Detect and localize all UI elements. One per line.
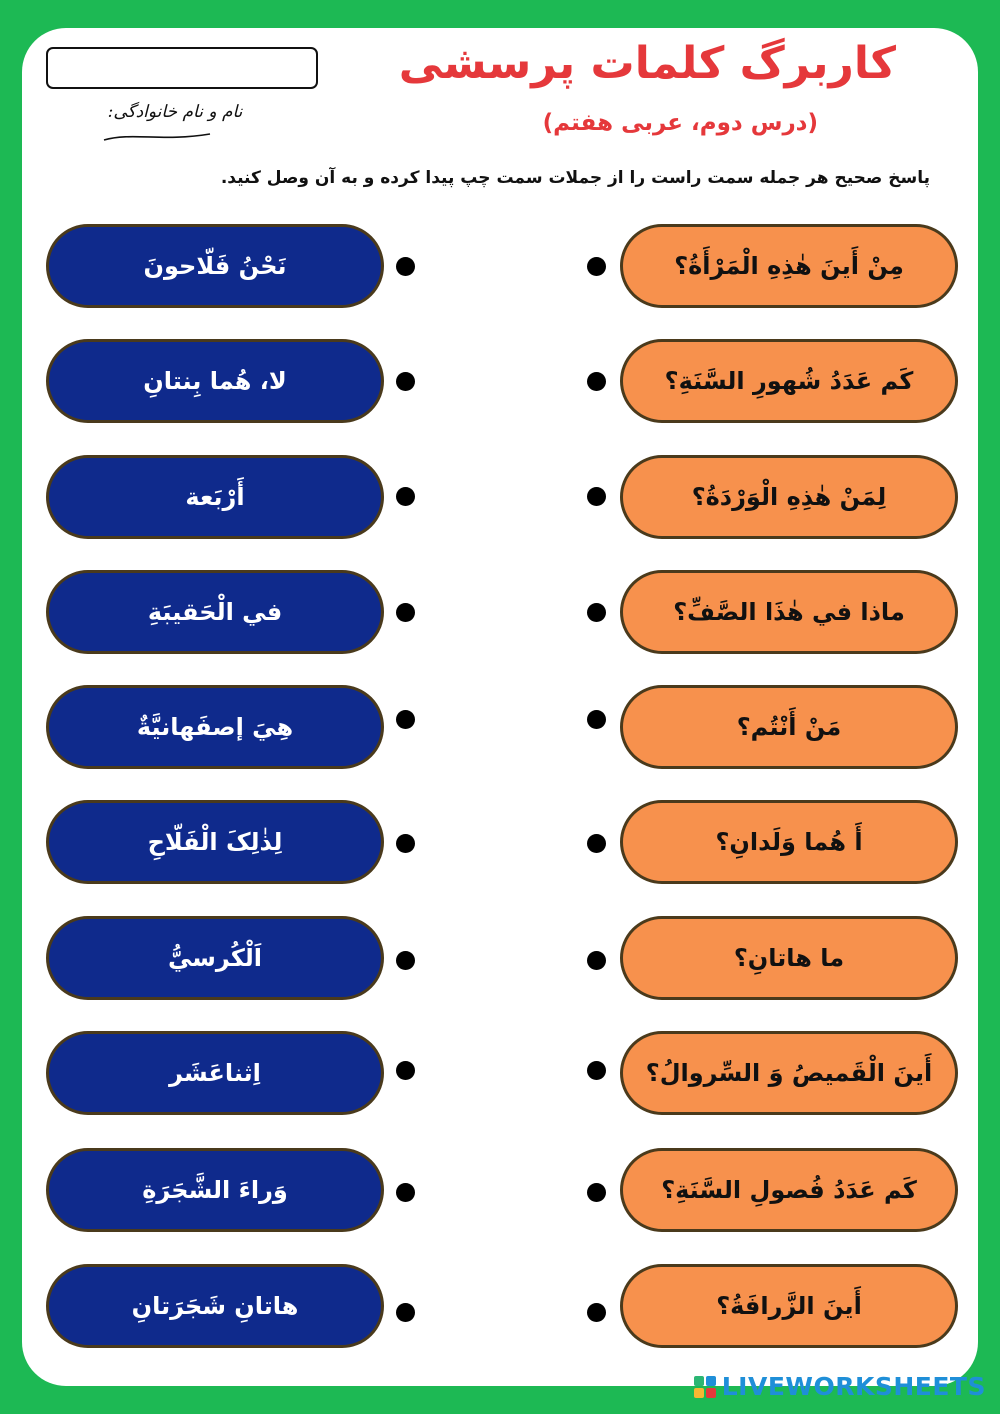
match-dot-icon[interactable] [587, 257, 606, 276]
answer-option[interactable]: لا، هُما بِنتانِ [46, 339, 384, 423]
match-dot-icon[interactable] [587, 372, 606, 391]
instructions-text: پاسخ صحیح هر جمله سمت راست را از جملات سمت چپ پیدا کرده و به آن وصل کنید. [220, 168, 930, 188]
match-dot-icon[interactable] [396, 951, 415, 970]
match-dot-icon[interactable] [587, 834, 606, 853]
liveworksheets-logo-icon [694, 1376, 716, 1398]
match-dot-icon[interactable] [396, 1303, 415, 1322]
match-dot-icon[interactable] [396, 1183, 415, 1202]
answer-option[interactable]: اَلْکُرسيُّ [46, 916, 384, 1000]
match-dot-icon[interactable] [587, 603, 606, 622]
answer-option[interactable]: هاتانِ شَجَرَتانِ [46, 1264, 384, 1348]
answer-option[interactable]: في الْحَقيبَةِ [46, 570, 384, 654]
question-item[interactable]: كَم عَدَدُ شُهورِ السَّنَةِ؟ [620, 339, 958, 423]
match-dot-icon[interactable] [587, 951, 606, 970]
question-item[interactable]: أَينَ الْقَميصُ وَ السِّروالُ؟ [620, 1031, 958, 1115]
signature-stroke-icon [102, 128, 212, 144]
question-item[interactable]: كَم عَدَدُ فُصولِ السَّنَةِ؟ [620, 1148, 958, 1232]
match-dot-icon[interactable] [396, 710, 415, 729]
name-label: نام و نام خانوادگی: [107, 102, 243, 122]
question-item[interactable]: مَنْ أَنْتُم؟ [620, 685, 958, 769]
match-dot-icon[interactable] [587, 1183, 606, 1202]
match-dot-icon[interactable] [396, 603, 415, 622]
answer-option[interactable]: نَحْنُ فَلّاحونَ [46, 224, 384, 308]
question-item[interactable]: لِمَنْ هٰذِهِ الْوَرْدَةُ؟ [620, 455, 958, 539]
match-dot-icon[interactable] [396, 834, 415, 853]
match-dot-icon[interactable] [587, 487, 606, 506]
page-title: کاربرگ کلمات پرسشی [398, 38, 896, 89]
answer-option[interactable]: هِيَ إصفَهانيَّةٌ [46, 685, 384, 769]
answer-option[interactable]: اِثناعَشَر [46, 1031, 384, 1115]
name-input-box[interactable] [46, 47, 318, 89]
match-dot-icon[interactable] [396, 372, 415, 391]
question-item[interactable]: ماذا في هٰذَا الصَّفِّ؟ [620, 570, 958, 654]
brand-name: LIVEWORKSHEETS [721, 1372, 986, 1401]
page-subtitle: (درس دوم، عربی هفتم) [542, 110, 818, 136]
question-item[interactable]: مِنْ أَينَ هٰذِهِ الْمَرْأَةُ؟ [620, 224, 958, 308]
answer-option[interactable]: وَراءَ الشَّجَرَةِ [46, 1148, 384, 1232]
match-dot-icon[interactable] [587, 710, 606, 729]
match-dot-icon[interactable] [587, 1303, 606, 1322]
brand-footer [694, 1372, 986, 1401]
match-dot-icon[interactable] [587, 1061, 606, 1080]
question-item[interactable]: أَ هُما وَلَدانِ؟ [620, 800, 958, 884]
answer-option[interactable]: لِذٰلِکَ الْفَلّاحِ [46, 800, 384, 884]
question-item[interactable]: ما هاتانِ؟ [620, 916, 958, 1000]
match-dot-icon[interactable] [396, 487, 415, 506]
match-dot-icon[interactable] [396, 1061, 415, 1080]
answer-option[interactable]: أَرْبَعة [46, 455, 384, 539]
match-dot-icon[interactable] [396, 257, 415, 276]
question-item[interactable]: أَينَ الزَّرافَةُ؟ [620, 1264, 958, 1348]
